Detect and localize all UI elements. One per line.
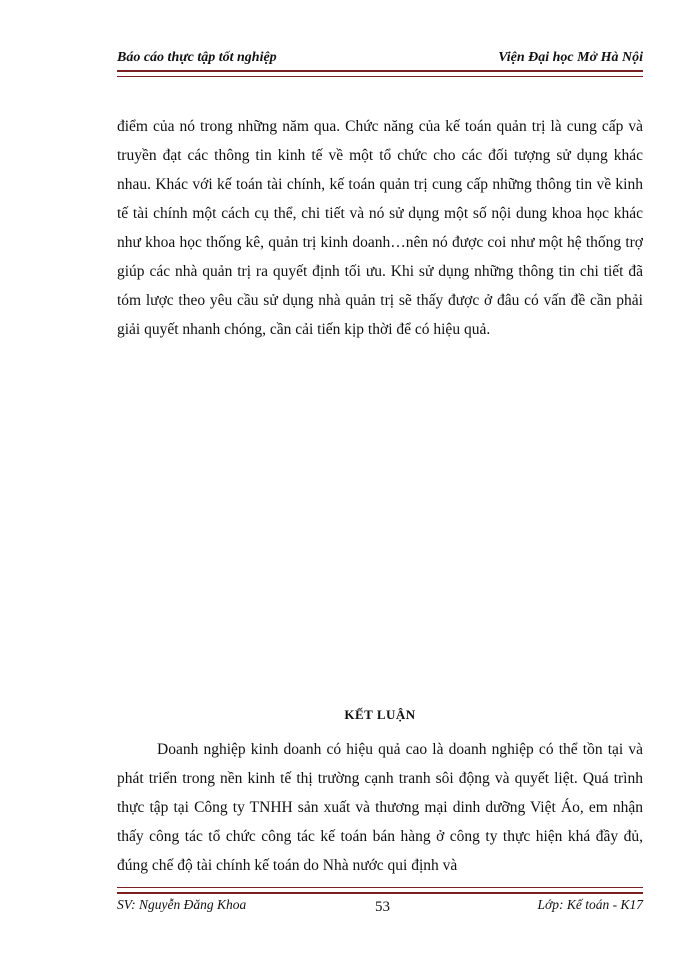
page-footer [117,897,643,917]
student-name: SV: Nguyễn Đăng Khoa [117,897,247,912]
report-title: Báo cáo thực tập tốt nghiệp [117,50,277,65]
page-number: 53 [375,899,390,915]
institution-name: Viện Đại học Mở Hà Nội [498,50,643,65]
footer-rule [117,887,643,894]
body-paragraph-1: điểm của nó trong những năm qua. Chức năng của kế toán quản trị là cung cấp và truyền đạt các thông tin kinh tế về một tổ chức cho các đối tượng sử dụng khác nhau. Khác với kế toán tài chính, kế toán quản trị cung cấp những thông tin về kinh tế tài chính một cách cụ thể, chi tiết và nó sử dụng một số nội dung khoa học khác như khoa học thống kê, quản trị kinh doanh…nên nó được coi như một hệ thống trợ giúp các nhà quản trị ra quyết định tối ưu. Khi sử dụng những thông tin chi tiết đã tóm lược theo yêu cầu sử dụng nhà quản trị sẽ thấy được ở đâu có vấn đề cần phải giải quyết nhanh chóng, cần cải tiến kịp thời để có hiệu quả. [117,118,643,338]
body-paragraph-2: Doanh nghiệp kinh doanh có hiệu quả cao là doanh nghiệp có thể tồn tại và phát triển trong nền kinh tế thị trường cạnh tranh sôi động và quyết liệt. Quá trình thực tập tại Công ty TNHH sản xuất và thương mại dinh dưỡng Việt Áo, em nhận thấy công tác tổ chức công tác kế toán bán hàng ở công ty thực hiện khá đầy đủ, đúng chế độ tài chính kế toán do Nhà nước qui định và [117,741,643,874]
section-heading: KẾT LUẬN [344,707,416,722]
class-label: Lớp: Kế toán - K17 [537,897,643,912]
header-rule [117,70,643,77]
page-header [117,50,643,70]
